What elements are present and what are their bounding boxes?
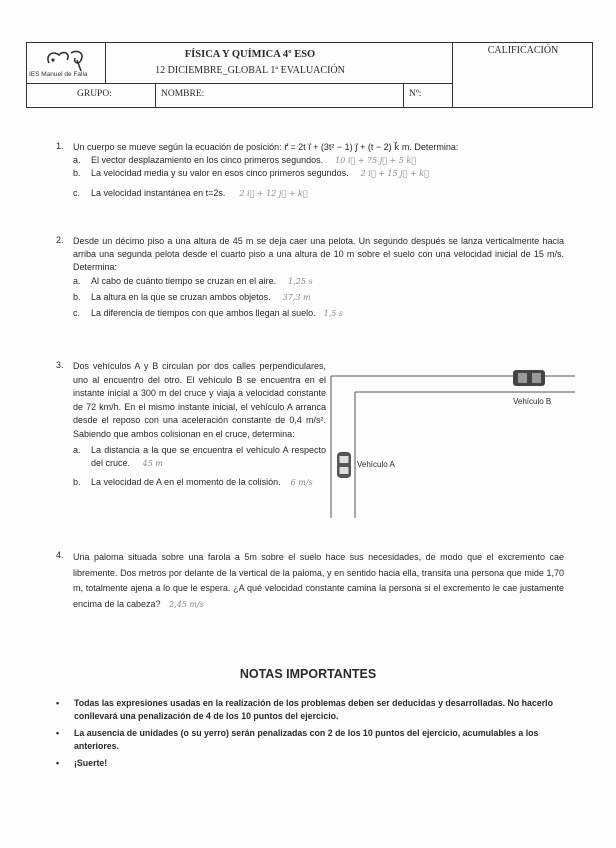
question-number: 3. — [56, 360, 64, 370]
name-label: NOMBRE: — [161, 89, 205, 99]
name-cell — [155, 83, 404, 107]
question-text: Dos vehículos A y B circulan por dos calles perpendiculares, uno al encuentro del otro. El vehículo B se encuentra en el instante inicial a 300 m del cruce y viaja a velocidad constante de 72 km/h. En el mismo instante inicial, el vehículo A arranca desde el reposo con una aceleración constante de 0,4 m/s². Sabiendo que ambos colisionan en el cruce, determina: — [73, 361, 326, 439]
handwritten-answer: 6 m/s — [290, 477, 313, 487]
question-text: Una paloma situada sobre una farola a 5m sobre el suelo hace sus necesidades, de modo que el excremento cae libremente. Dos metros por delante de la vertical de la paloma, y en sentido hacia ella, transita una persona que mide 1,70 m, totalmente ajena a lo que le espera. ¿A qué velocidad constante camina la persona si el excremento le cae justamente encima de la cabeza? — [73, 552, 564, 609]
question-number: 1. — [56, 141, 64, 151]
grade-cell — [452, 43, 593, 107]
question-item: c. La velocidad instantánea en t=2s. 2 i⃗ + 12 j⃗ + k⃗ — [73, 187, 564, 200]
grade-label: CALIFICACIÓN — [487, 45, 559, 56]
question-number: 4. — [56, 550, 64, 560]
handwritten-answer: 1,25 s — [288, 276, 313, 286]
question-number: 2. — [56, 235, 64, 245]
question-2 — [56, 235, 564, 320]
header-box — [26, 42, 593, 108]
handwritten-answer: 2 i⃗ + 12 j⃗ + k⃗ — [239, 188, 308, 198]
question-text: Desde un décimo piso a una altura de 45 m se deja caer una pelota. Un segundo después se lanza verticalmente hacia arriba una segunda pelota desde el cuarto piso a una altura de 10 m sobre el suelo con una velocidad inicial de 15 m/s. Determina: — [73, 236, 564, 273]
question-3 — [56, 360, 326, 489]
vehicle-a-label: Vehículo A — [357, 460, 395, 469]
school-name: IES Manuel de Falla — [29, 71, 88, 78]
group-cell — [27, 83, 156, 107]
question-1 — [56, 141, 564, 200]
handwritten-answer: 37,3 m — [282, 292, 311, 302]
exam-title: FÍSICA Y QUÍMICA 4º ESO — [184, 49, 316, 60]
handwritten-answer: 1,5 s — [323, 309, 344, 319]
question-item: b. La velocidad de A en el momento de la colisión. 6 m/s — [73, 476, 326, 489]
question-item: b. La velocidad media y su valor en esos cinco primeros segundos. 2 i⃗ + 15 j⃗ + k⃗ — [73, 167, 564, 180]
bullet-icon: • — [56, 698, 60, 708]
question-text: Un cuerpo se mueve según la ecuación de posición: r⃗ = 2t i⃗ + (3t² − 1) j⃗ + (t − 2) k⃗ m. Determina: — [73, 142, 459, 152]
group-label: GRUPO: — [77, 89, 112, 99]
notes-title: NOTAS IMPORTANTES — [239, 667, 377, 681]
bullet-icon: • — [56, 728, 60, 738]
crossing-diagram — [325, 360, 585, 520]
question-4 — [56, 550, 564, 612]
handwritten-answer: 10 i⃗ + 75 j⃗ + 5 k⃗ — [335, 156, 417, 166]
note-item: • Todas las expresiones usadas en la realización de los problemas deben ser deducidas y desarrolladas. No hacerlo conllevará una penalización de 4 de los 10 puntos del ejercicio. — [56, 698, 553, 721]
vehicle-a-icon — [337, 452, 351, 478]
logo-cell — [27, 43, 106, 83]
note-item: • ¡Suerte! — [56, 758, 108, 768]
question-item: a. El vector desplazamiento en los cinco primeros segundos. 10 i⃗ + 75 j⃗ + 5 k⃗ — [73, 154, 564, 167]
handwritten-answer: 2 i⃗ + 15 j⃗ + k⃗ — [360, 169, 429, 179]
handwritten-answer: 45 m — [142, 458, 163, 468]
question-item: c. La diferencia de tiempos con que ambos llegan al suelo. 1,5 s — [73, 307, 564, 320]
vehicle-b-icon — [513, 370, 545, 386]
vehicle-b-label: Vehículo B — [513, 397, 552, 406]
exam-subtitle: 12 DICIEMBRE_GLOBAL 1ª EVALUACIÓN — [155, 65, 345, 76]
school-logo — [41, 47, 91, 73]
question-item: a. La distancia a la que se encuentra el vehículo A respecto del cruce. 45 m — [73, 444, 326, 468]
handwritten-answer: 2,45 m/s — [169, 599, 204, 609]
question-item: b. La altura en la que se cruzan ambos objetos. 37,3 m — [73, 291, 564, 304]
notes-list — [56, 697, 566, 770]
number-label: Nº: — [409, 89, 422, 99]
bullet-icon: • — [56, 758, 60, 768]
question-item: a. Al cabo de cuánto tiempo se cruzan en el aire. 1,25 s — [73, 275, 564, 288]
note-item: • La ausencia de unidades (o su yerro) serán penalizadas con 2 de los 10 puntos del ejercicio, acumulables a los anteriores. — [56, 728, 539, 751]
